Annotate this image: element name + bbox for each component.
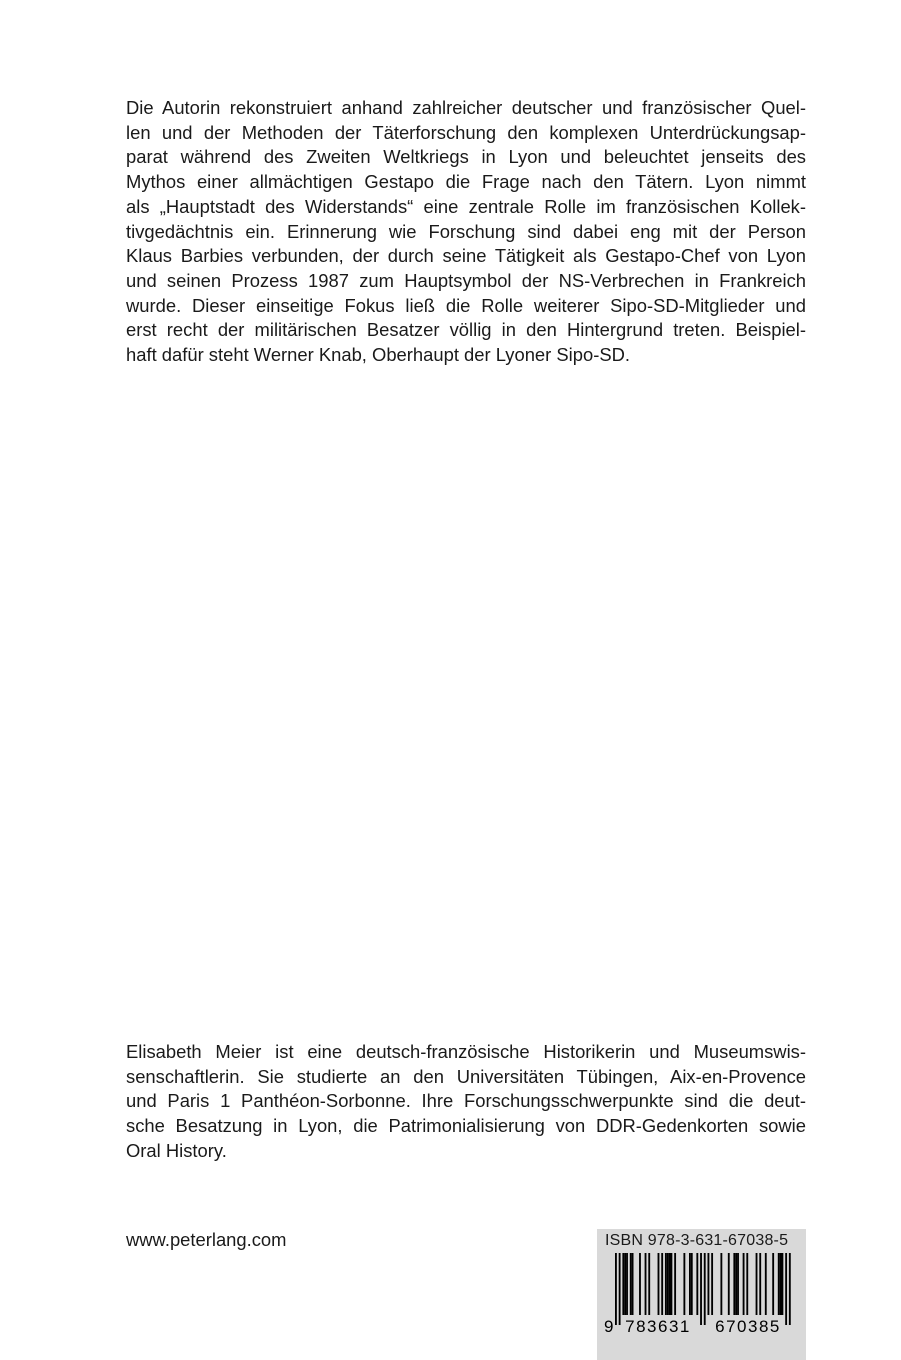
barcode-bar [708,1253,710,1315]
barcode-bar [622,1253,624,1315]
publisher-website[interactable]: www.peterlang.com [126,1229,287,1250]
barcode-bar [728,1253,730,1315]
description-line: Mythos einer allmächtigen Gestapo die Frage nach den Tätern. Lyon nimmt [126,171,806,193]
description-line: wurde. Dieser einseitige Fokus ließ die Rolle weiterer Sipo-SD-Mitglieder und [126,294,806,316]
barcode-bar [782,1253,784,1315]
barcode-bar [645,1253,647,1315]
barcode-bar [674,1253,676,1315]
bio-line: und Paris 1 Panthéon-Sorbonne. Ihre Forschungsschwerpunkte sind die deut- [126,1090,806,1112]
barcode-bar [624,1253,626,1315]
bio-line: sche Besatzung in Lyon, die Patrimonialisierung von DDR-Gedenkorten sowie [126,1115,806,1137]
description-line: parat während des Zweiten Weltkriegs in Lyon und beleuchtet jenseits des [126,146,806,168]
barcode-bar [683,1253,685,1315]
bio-line: senschaftlerin. Sie studierte an den Universitäten Tübingen, Aix-en-Provence [126,1065,806,1087]
barcode-bar [632,1253,634,1315]
barcode-bar [743,1253,745,1315]
description-line: Klaus Barbies verbunden, der durch seine Tätigkeit als Gestapo-Chef von Lyon [126,245,806,267]
description-line: len und der Methoden der Täterforschung den komplexen Unterdrückungsap- [126,121,806,143]
description-line: erst recht der militärischen Besatzer völlig in den Hintergrund treten. Beispiel- [126,319,806,341]
barcode-bar [737,1253,739,1315]
barcode-bar [704,1253,706,1325]
barcode-bar [765,1253,767,1315]
barcode-first-digit: 9 [604,1317,614,1335]
barcode-bar [746,1253,748,1315]
description-line: haft dafür steht Werner Knab, Oberhaupt der Lyoner Sipo-SD. [126,344,630,366]
bio-line: Elisabeth Meier ist eine deutsch-französische Historikerin und Museumswis- [126,1041,806,1062]
barcode-bar [630,1253,632,1315]
barcode-bar [671,1253,673,1315]
barcode-bar [658,1253,660,1315]
barcode-bar [735,1253,737,1315]
barcode-bar [619,1253,621,1325]
barcode-bar [789,1253,791,1325]
author-bio [126,1040,806,1164]
barcode-bar [772,1253,774,1315]
barcode-bar [661,1253,663,1315]
barcode-bar [667,1253,669,1315]
barcode-bar [691,1253,693,1315]
barcode-bar [696,1253,698,1315]
barcode-right-digits: 670385 [715,1317,781,1335]
barcode-bar [720,1253,722,1315]
isbn-label: ISBN 978-3-631-67038-5 [605,1232,789,1249]
barcode-bar [615,1253,617,1325]
barcode-bar [665,1253,667,1315]
description-line: als „Hauptstadt des Widerstands“ eine zentrale Rolle im französischen Kollek- [126,195,806,217]
barcode-bar [639,1253,641,1315]
barcode-left-digits: 783631 [625,1317,691,1335]
barcode-bar [626,1253,628,1315]
barcode-graphic [603,1253,800,1335]
barcode-bar [778,1253,780,1315]
description-line: Die Autorin rekonstruiert anhand zahlreicher deutscher und französischer Quel- [126,97,806,118]
barcode-bar [711,1253,713,1315]
barcode-bar [648,1253,650,1315]
barcode-bar [700,1253,702,1325]
book-description [126,96,806,368]
description-line: tivgedächtnis ein. Erinnerung wie Forschung sind dabei eng mit der Person [126,220,806,242]
description-line: und seinen Prozess 1987 zum Hauptsymbol der NS-Verbrechen in Frankreich [126,269,806,291]
barcode-bar [756,1253,758,1315]
barcode-bar [689,1253,691,1315]
bio-line: Oral History. [126,1139,227,1161]
barcode-bar [759,1253,761,1315]
barcode-bar [785,1253,787,1325]
barcode-bar [669,1253,671,1315]
isbn-barcode-panel [597,1229,806,1360]
barcode-bar [733,1253,735,1315]
barcode-bar [780,1253,782,1315]
